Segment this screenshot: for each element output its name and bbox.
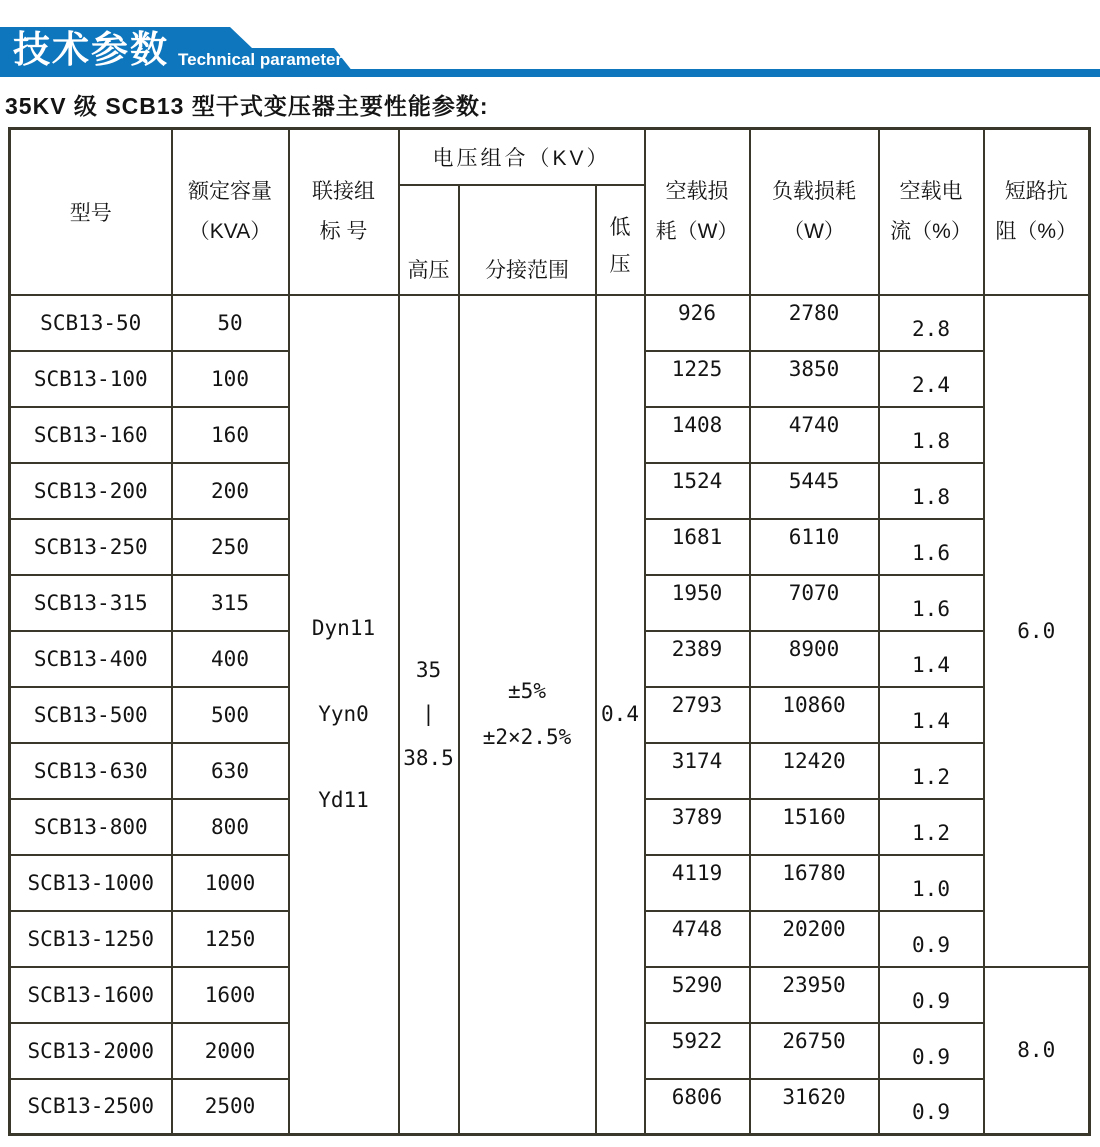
noload-loss-cell: 3789	[645, 799, 750, 855]
impedance-cell: 6.0	[984, 295, 1090, 967]
noload-current-cell: 0.9	[879, 1023, 984, 1079]
capacity-cell: 500	[172, 687, 289, 743]
noload-current-cell: 1.4	[879, 631, 984, 687]
capacity-cell: 200	[172, 463, 289, 519]
load-loss-cell: 26750	[750, 1023, 879, 1079]
impedance-cell: 8.0	[984, 967, 1090, 1135]
noload-current-cell: 1.2	[879, 799, 984, 855]
model-cell: SCB13-2000	[10, 1023, 172, 1079]
load-loss-cell: 2780	[750, 295, 879, 351]
noload-current-cell: 1.0	[879, 855, 984, 911]
col-header-voltage-group: 电压组合（KV）	[399, 129, 645, 185]
load-loss-cell: 8900	[750, 631, 879, 687]
col-header-load-loss: 负载损耗 （W）	[750, 129, 879, 295]
capacity-cell: 1600	[172, 967, 289, 1023]
capacity-cell: 1250	[172, 911, 289, 967]
load-loss-cell: 7070	[750, 575, 879, 631]
noload-current-cell: 2.8	[879, 295, 984, 351]
noload-current-cell: 1.6	[879, 575, 984, 631]
noload-current-cell: 0.9	[879, 967, 984, 1023]
load-loss-cell: 5445	[750, 463, 879, 519]
noload-loss-cell: 4119	[645, 855, 750, 911]
hv-cell: 35 | 38.5	[399, 295, 459, 1135]
col-header-hv: 高压	[399, 185, 459, 295]
capacity-cell: 315	[172, 575, 289, 631]
col-header-model: 型号	[10, 129, 172, 295]
capacity-cell: 100	[172, 351, 289, 407]
capacity-cell: 50	[172, 295, 289, 351]
model-cell: SCB13-1000	[10, 855, 172, 911]
table-body	[10, 295, 1090, 1135]
tap-range-cell: ±5% ±2×2.5%	[459, 295, 596, 1135]
capacity-cell: 160	[172, 407, 289, 463]
load-loss-cell: 16780	[750, 855, 879, 911]
capacity-cell: 630	[172, 743, 289, 799]
noload-loss-cell: 1408	[645, 407, 750, 463]
noload-current-cell: 1.8	[879, 463, 984, 519]
noload-loss-cell: 1950	[645, 575, 750, 631]
model-cell: SCB13-200	[10, 463, 172, 519]
model-cell: SCB13-630	[10, 743, 172, 799]
noload-loss-cell: 2793	[645, 687, 750, 743]
capacity-cell: 2500	[172, 1079, 289, 1135]
load-loss-cell: 3850	[750, 351, 879, 407]
capacity-cell: 800	[172, 799, 289, 855]
load-loss-cell: 4740	[750, 407, 879, 463]
noload-loss-cell: 5290	[645, 967, 750, 1023]
col-header-tap-range: 分接范围	[459, 185, 596, 295]
model-cell: SCB13-160	[10, 407, 172, 463]
connection-group-cell: Dyn11 Yyn0 Yd11	[289, 295, 399, 1135]
section-title-cn: 技术参数	[13, 29, 169, 70]
load-loss-cell: 15160	[750, 799, 879, 855]
noload-current-cell: 2.4	[879, 351, 984, 407]
capacity-cell: 400	[172, 631, 289, 687]
load-loss-cell: 31620	[750, 1079, 879, 1135]
load-loss-cell: 6110	[750, 519, 879, 575]
noload-loss-cell: 3174	[645, 743, 750, 799]
model-cell: SCB13-1600	[10, 967, 172, 1023]
noload-loss-cell: 1225	[645, 351, 750, 407]
table-row	[10, 295, 1090, 351]
model-cell: SCB13-1250	[10, 911, 172, 967]
section-title-en: Technical parameter	[178, 50, 343, 69]
model-cell: SCB13-50	[10, 295, 172, 351]
noload-loss-cell: 6806	[645, 1079, 750, 1135]
noload-current-cell: 1.2	[879, 743, 984, 799]
col-header-noload-loss: 空载损 耗（W）	[645, 129, 750, 295]
capacity-cell: 2000	[172, 1023, 289, 1079]
noload-current-cell: 1.6	[879, 519, 984, 575]
model-cell: SCB13-800	[10, 799, 172, 855]
noload-loss-cell: 5922	[645, 1023, 750, 1079]
col-header-capacity: 额定容量 （KVA）	[172, 129, 289, 295]
noload-loss-cell: 1524	[645, 463, 750, 519]
model-cell: SCB13-315	[10, 575, 172, 631]
model-cell: SCB13-250	[10, 519, 172, 575]
parameters-table	[8, 127, 1091, 1136]
noload-loss-cell: 4748	[645, 911, 750, 967]
noload-loss-cell: 1681	[645, 519, 750, 575]
model-cell: SCB13-2500	[10, 1079, 172, 1135]
load-loss-cell: 12420	[750, 743, 879, 799]
load-loss-cell: 10860	[750, 687, 879, 743]
load-loss-cell: 23950	[750, 967, 879, 1023]
load-loss-cell: 20200	[750, 911, 879, 967]
noload-current-cell: 1.8	[879, 407, 984, 463]
capacity-cell: 1000	[172, 855, 289, 911]
noload-current-cell: 0.9	[879, 911, 984, 967]
col-header-connection-group: 联接组 标 号	[289, 129, 399, 295]
noload-current-cell: 0.9	[879, 1079, 984, 1135]
noload-loss-cell: 926	[645, 295, 750, 351]
lv-cell: 0.4	[596, 295, 645, 1135]
header-row-1	[10, 129, 1090, 185]
model-cell: SCB13-100	[10, 351, 172, 407]
col-header-lv: 低 压	[596, 185, 645, 295]
section-banner	[0, 0, 1100, 84]
model-cell: SCB13-400	[10, 631, 172, 687]
col-header-noload-current: 空载电 流（%）	[879, 129, 984, 295]
model-cell: SCB13-500	[10, 687, 172, 743]
noload-loss-cell: 2389	[645, 631, 750, 687]
noload-current-cell: 1.4	[879, 687, 984, 743]
table-caption: 35KV 级 SCB13 型干式变压器主要性能参数:	[5, 93, 489, 119]
capacity-cell: 250	[172, 519, 289, 575]
col-header-impedance: 短路抗 阻（%）	[984, 129, 1090, 295]
